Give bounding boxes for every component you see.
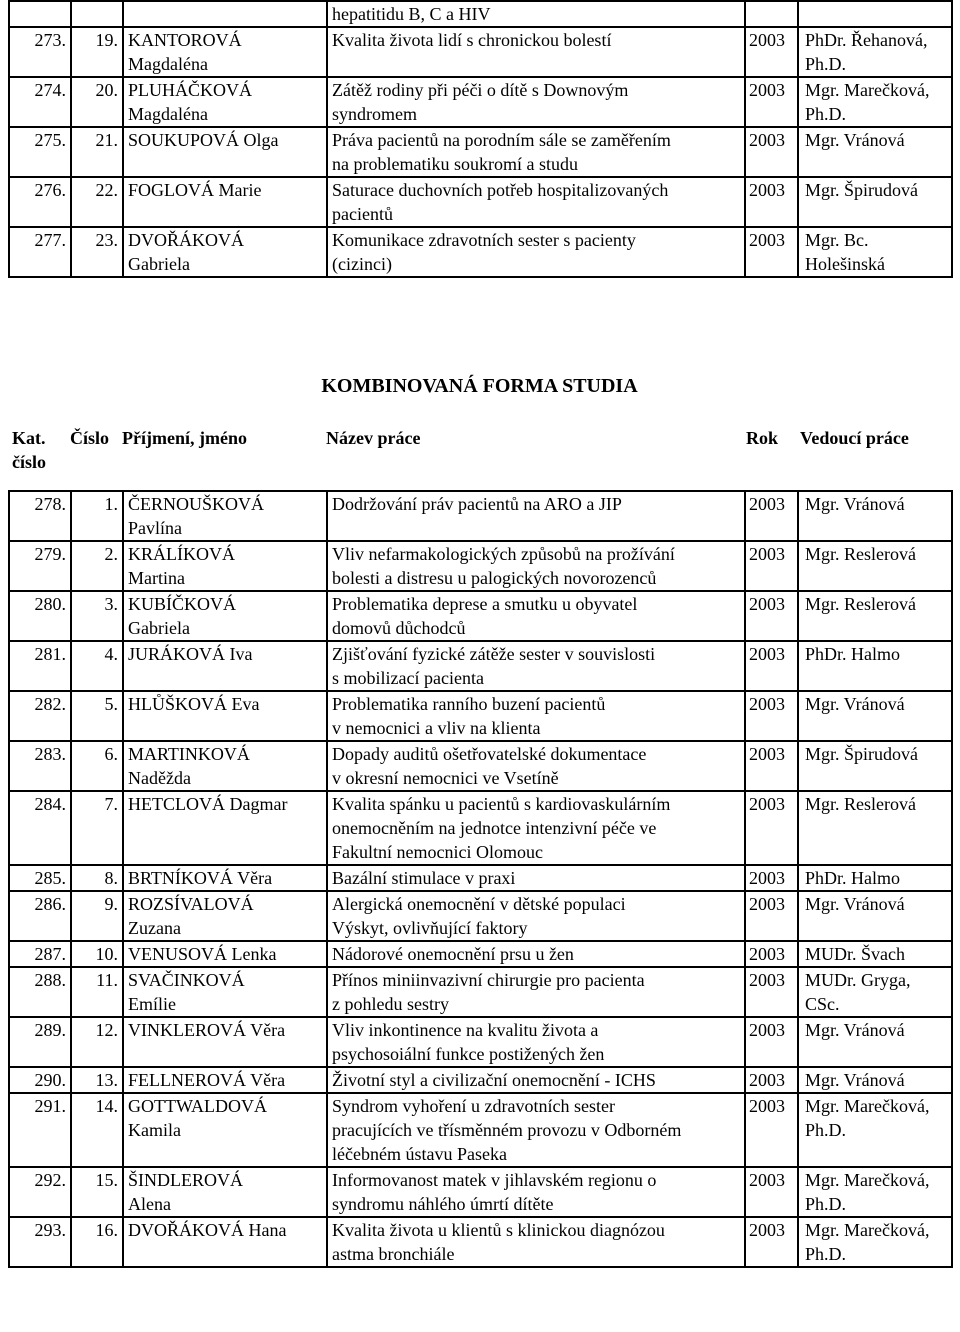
cell-title: Syndrom vyhoření u zdravotních sester pracujících ve třísměnném provozu v Odborném léčebném ústavu Paseka	[327, 1093, 745, 1167]
header-title: Název práce	[326, 428, 421, 448]
header-name: Příjmení, jméno	[122, 428, 247, 448]
cell-rok: 2003	[745, 1067, 798, 1093]
cell-kat-cislo: 278.	[9, 491, 71, 541]
cell-name: MARTINKOVÁ Naděžda	[123, 741, 327, 791]
cell-title: Vliv inkontinence na kvalitu života a psychosoiální funkce postižených žen	[327, 1017, 745, 1067]
table-row	[9, 27, 952, 77]
cell-kat-cislo: 285.	[9, 865, 71, 891]
cell-title: Saturace duchovních potřeb hospitalizovaných pacientů	[327, 177, 745, 227]
cell-cislo: 2.	[71, 541, 123, 591]
table-row	[9, 891, 952, 941]
cell-title: Zátěž rodiny při péči o dítě s Downovým syndromem	[327, 77, 745, 127]
section-title: KOMBINOVANÁ FORMA STUDIA	[321, 375, 638, 397]
cell-kat-cislo: 290.	[9, 1067, 71, 1093]
cell-kat-cislo: 276.	[9, 177, 71, 227]
theses-table-combined-study	[8, 490, 953, 1268]
cell-name: KRÁLÍKOVÁ Martina	[123, 541, 327, 591]
cell-kat-cislo: 273.	[9, 27, 71, 77]
table-row	[9, 227, 952, 277]
cell-kat-cislo: 281.	[9, 641, 71, 691]
cell-name: ČERNOUŠKOVÁ Pavlína	[123, 491, 327, 541]
cell-cislo: 16.	[71, 1217, 123, 1267]
table-row	[9, 791, 952, 865]
cell-cislo: 9.	[71, 891, 123, 941]
cell-name: HLŮŠKOVÁ Eva	[123, 691, 327, 741]
cell-cislo: 20.	[71, 77, 123, 127]
cell-rok: 2003	[745, 865, 798, 891]
table-row	[9, 1017, 952, 1067]
cell-title: Práva pacientů na porodním sále se zaměřením na problematiku soukromí a studu	[327, 127, 745, 177]
cell-kat-cislo: 275.	[9, 127, 71, 177]
table-row	[9, 591, 952, 641]
cell-rok: 2003	[745, 591, 798, 641]
cell-kat-cislo: 284.	[9, 791, 71, 865]
cell-cislo: 21.	[71, 127, 123, 177]
table-row	[9, 1, 952, 27]
cell-name: BRTNÍKOVÁ Věra	[123, 865, 327, 891]
cell-vedouci: Mgr. Bc. Holešinská	[798, 227, 952, 277]
table-row	[9, 541, 952, 591]
cell-vedouci	[798, 1, 952, 27]
cell-rok	[745, 1, 798, 27]
cell-title: Informovanost matek v jihlavském regionu o syndromu náhlého úmrtí dítěte	[327, 1167, 745, 1217]
cell-vedouci: Mgr. Vránová	[798, 1067, 952, 1093]
cell-cislo: 15.	[71, 1167, 123, 1217]
cell-name: SVAČINKOVÁ Emílie	[123, 967, 327, 1017]
cell-vedouci: Mgr. Špirudová	[798, 741, 952, 791]
table-row	[9, 967, 952, 1017]
cell-title: hepatitidu B, C a HIV	[327, 1, 745, 27]
cell-rok: 2003	[745, 891, 798, 941]
cell-name: SOUKUPOVÁ Olga	[123, 127, 327, 177]
cell-name: FELLNEROVÁ Věra	[123, 1067, 327, 1093]
cell-title: Alergická onemocnění v dětské populaci Výskyt, ovlivňující faktory	[327, 891, 745, 941]
header-kat-cislo: Kat. číslo	[12, 428, 46, 472]
header-rok: Rok	[746, 428, 779, 448]
cell-kat-cislo: 288.	[9, 967, 71, 1017]
cell-rok: 2003	[745, 791, 798, 865]
cell-kat-cislo: 292.	[9, 1167, 71, 1217]
table-row	[9, 741, 952, 791]
cell-title: Vliv nefarmakologických způsobů na prožívání bolesti a distresu u palogických novorozenců	[327, 541, 745, 591]
cell-vedouci: MUDr. Švach	[798, 941, 952, 967]
theses-table-full-time	[8, 0, 953, 278]
cell-name: VENUSOVÁ Lenka	[123, 941, 327, 967]
cell-cislo: 23.	[71, 227, 123, 277]
cell-vedouci: Mgr. Vránová	[798, 491, 952, 541]
cell-title: Komunikace zdravotních sester s pacienty (cizinci)	[327, 227, 745, 277]
cell-name: GOTTWALDOVÁ Kamila	[123, 1093, 327, 1167]
cell-rok: 2003	[745, 77, 798, 127]
cell-vedouci: Mgr. Reslerová	[798, 591, 952, 641]
table-row	[9, 641, 952, 691]
cell-title: Kvalita života u klientů s klinickou diagnózou astma bronchiále	[327, 1217, 745, 1267]
cell-kat-cislo: 289.	[9, 1017, 71, 1067]
cell-name: ŠINDLEROVÁ Alena	[123, 1167, 327, 1217]
cell-cislo: 6.	[71, 741, 123, 791]
cell-vedouci: Mgr. Vránová	[798, 1017, 952, 1067]
cell-cislo: 5.	[71, 691, 123, 741]
cell-vedouci: Mgr. Reslerová	[798, 541, 952, 591]
cell-vedouci: PhDr. Halmo	[798, 865, 952, 891]
cell-kat-cislo: 286.	[9, 891, 71, 941]
table-row	[9, 691, 952, 741]
cell-cislo: 11.	[71, 967, 123, 1017]
cell-name: PLUHÁČKOVÁ Magdaléna	[123, 77, 327, 127]
cell-title: Zjišťování fyzické zátěže sester v souvislosti s mobilizací pacienta	[327, 641, 745, 691]
table-header-row	[8, 424, 951, 480]
cell-rok: 2003	[745, 27, 798, 77]
cell-cislo: 12.	[71, 1017, 123, 1067]
table-row	[9, 1217, 952, 1267]
cell-vedouci: Mgr. Marečková, Ph.D.	[798, 1217, 952, 1267]
cell-title: Dopady auditů ošetřovatelské dokumentace v okresní nemocnici ve Vsetíně	[327, 741, 745, 791]
table-row	[9, 865, 952, 891]
cell-name: DVOŘÁKOVÁ Hana	[123, 1217, 327, 1267]
cell-vedouci: Mgr. Špirudová	[798, 177, 952, 227]
cell-rok: 2003	[745, 127, 798, 177]
cell-kat-cislo: 282.	[9, 691, 71, 741]
cell-vedouci: Mgr. Vránová	[798, 127, 952, 177]
cell-rok: 2003	[745, 1017, 798, 1067]
cell-name: HETCLOVÁ Dagmar	[123, 791, 327, 865]
cell-title: Přínos miniinvazivní chirurgie pro pacienta z pohledu sestry	[327, 967, 745, 1017]
cell-vedouci: Mgr. Marečková, Ph.D.	[798, 1167, 952, 1217]
cell-kat-cislo: 280.	[9, 591, 71, 641]
header-vedouci: Vedoucí práce	[800, 428, 909, 448]
cell-name: DVOŘÁKOVÁ Gabriela	[123, 227, 327, 277]
cell-kat-cislo	[9, 1, 71, 27]
table-row	[9, 1067, 952, 1093]
cell-vedouci: Mgr. Vránová	[798, 891, 952, 941]
cell-name: ROZSÍVALOVÁ Zuzana	[123, 891, 327, 941]
cell-title: Problematika deprese a smutku u obyvatel domovů důchodců	[327, 591, 745, 641]
cell-title: Dodržování práv pacientů na ARO a JIP	[327, 491, 745, 541]
cell-name: FOGLOVÁ Marie	[123, 177, 327, 227]
cell-title: Kvalita spánku u pacientů s kardiovaskulárním onemocněním na jednotce intenzivní péče ve Fakultní nemocnici Olomouc	[327, 791, 745, 865]
table-row	[9, 941, 952, 967]
cell-rok: 2003	[745, 541, 798, 591]
cell-rok: 2003	[745, 941, 798, 967]
cell-cislo: 19.	[71, 27, 123, 77]
table-row	[9, 177, 952, 227]
cell-rok: 2003	[745, 227, 798, 277]
cell-vedouci: Mgr. Vránová	[798, 691, 952, 741]
cell-rok: 2003	[745, 1217, 798, 1267]
cell-kat-cislo: 283.	[9, 741, 71, 791]
cell-rok: 2003	[745, 1093, 798, 1167]
cell-kat-cislo: 287.	[9, 941, 71, 967]
cell-cislo: 22.	[71, 177, 123, 227]
cell-name: JURÁKOVÁ Iva	[123, 641, 327, 691]
cell-cislo: 8.	[71, 865, 123, 891]
cell-cislo: 1.	[71, 491, 123, 541]
cell-rok: 2003	[745, 967, 798, 1017]
table-row	[9, 491, 952, 541]
cell-vedouci: Mgr. Marečková, Ph.D.	[798, 77, 952, 127]
cell-cislo: 14.	[71, 1093, 123, 1167]
cell-kat-cislo: 291.	[9, 1093, 71, 1167]
cell-vedouci: Mgr. Marečková, Ph.D.	[798, 1093, 952, 1167]
cell-vedouci: MUDr. Gryga, CSc.	[798, 967, 952, 1017]
cell-cislo: 4.	[71, 641, 123, 691]
cell-title: Kvalita života lidí s chronickou bolestí	[327, 27, 745, 77]
top-table-body	[9, 1, 952, 277]
cell-rok: 2003	[745, 741, 798, 791]
header-cislo: Číslo	[70, 428, 110, 448]
table-row	[9, 77, 952, 127]
cell-rok: 2003	[745, 641, 798, 691]
cell-cislo: 13.	[71, 1067, 123, 1093]
cell-title: Životní styl a civilizační onemocnění - ICHS	[327, 1067, 745, 1093]
cell-kat-cislo: 293.	[9, 1217, 71, 1267]
cell-name: VINKLEROVÁ Věra	[123, 1017, 327, 1067]
cell-name	[123, 1, 327, 27]
cell-vedouci: PhDr. Halmo	[798, 641, 952, 691]
cell-rok: 2003	[745, 491, 798, 541]
cell-title: Problematika ranního buzení pacientů v nemocnici a vliv na klienta	[327, 691, 745, 741]
cell-rok: 2003	[745, 177, 798, 227]
cell-kat-cislo: 274.	[9, 77, 71, 127]
bottom-table-body	[9, 491, 952, 1267]
cell-name: KANTOROVÁ Magdaléna	[123, 27, 327, 77]
cell-title: Nádorové onemocnění prsu u žen	[327, 941, 745, 967]
cell-cislo: 7.	[71, 791, 123, 865]
cell-rok: 2003	[745, 1167, 798, 1217]
cell-cislo	[71, 1, 123, 27]
table-row	[9, 1167, 952, 1217]
cell-name: KUBÍČKOVÁ Gabriela	[123, 591, 327, 641]
cell-kat-cislo: 279.	[9, 541, 71, 591]
cell-title: Bazální stimulace v praxi	[327, 865, 745, 891]
cell-cislo: 3.	[71, 591, 123, 641]
table-row	[9, 127, 952, 177]
cell-vedouci: Mgr. Reslerová	[798, 791, 952, 865]
cell-cislo: 10.	[71, 941, 123, 967]
cell-rok: 2003	[745, 691, 798, 741]
cell-kat-cislo: 277.	[9, 227, 71, 277]
cell-vedouci: PhDr. Řehanová, Ph.D.	[798, 27, 952, 77]
table-row	[9, 1093, 952, 1167]
